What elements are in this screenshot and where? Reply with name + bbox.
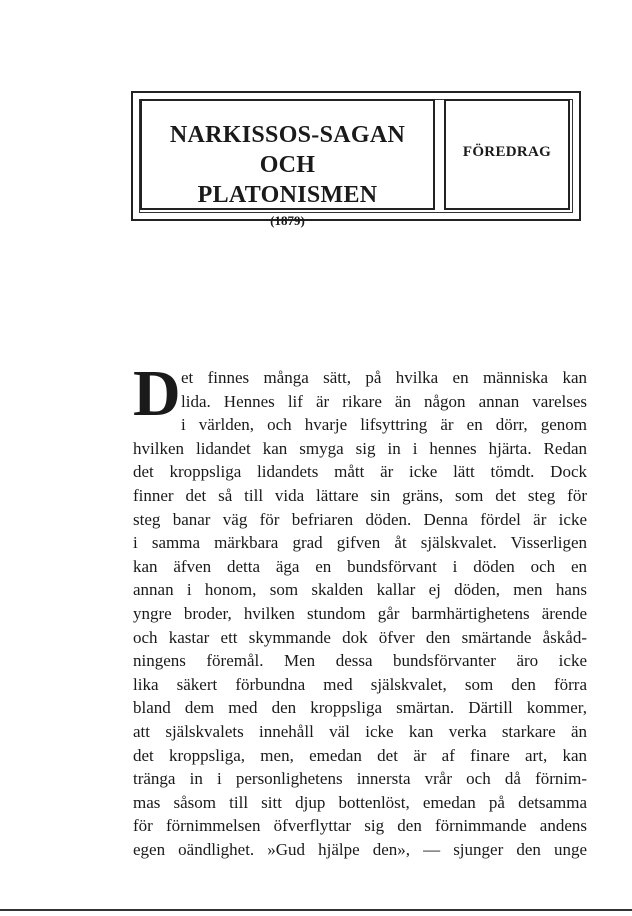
text-line: et finnes många sätt, på hvilka en människa kan	[181, 368, 587, 387]
text-line: i världen, och hvarje lifsyttring är en dörr, genom	[181, 415, 587, 435]
text-line: finner det så till vida lättare sin gräns, som det steg för	[133, 485, 587, 505]
text-line: att själskvalets innehåll väl icke kan verka starkare än	[133, 721, 587, 741]
body-text	[133, 357, 587, 861]
drop-cap: D	[133, 357, 181, 430]
text-line: lika säkert förbundna med själskvalet, som den förra	[133, 674, 587, 694]
text-line: i samma märkbara grad gifven åt själskvalet. Visserligen	[133, 533, 587, 553]
text-line: kan äfven detta äga en bundsförvant i döden och en	[133, 556, 587, 576]
text-line: steg banar väg för befriaren döden. Denna fördel är icke	[133, 509, 587, 529]
page-bottom-rule	[0, 909, 632, 911]
text-line: för förnimmelsen öfverflyttar sig den förnimmande andens	[133, 816, 587, 836]
title-frame	[131, 91, 581, 228]
text-line: egen oändlighet. »Gud hjälpe den», — sjunger den unge	[133, 839, 587, 859]
text-line: ningens föremål. Men dessa bundsförvanter äro icke	[133, 651, 587, 671]
genre-box	[444, 99, 570, 210]
text-line: det kroppsliga lidandets mått är icke lätt tömdt. Dock	[133, 462, 587, 482]
text-line: lida. Hennes lif är rikare än någon annan varelses	[181, 391, 587, 411]
title-line-1: NARKISSOS-SAGAN OCH	[169, 122, 406, 178]
text-line: tränga in i personlighetens innersta vrår och då förnim-	[133, 769, 587, 789]
text-line: hvilken lidandet kan smyga sig in i hennes hjärta. Redan	[133, 438, 587, 458]
text-line: yngre broder, hvilken stundom går barmhärtighetens ärende	[133, 603, 587, 623]
title-line-2: PLATONISMEN	[197, 182, 378, 208]
genre-label: FÖREDRAG	[462, 144, 552, 160]
text-line: mas såsom till sitt djup bottenlöst, emedan på detsamma	[133, 792, 587, 812]
text-line: annan i honom, som skalden kallar ej döden, men hans	[133, 580, 587, 600]
text-line: och kastar ett skymmande dok öfver den smärtande åskåd-	[133, 627, 587, 647]
title-year: (1879)	[270, 213, 305, 228]
text-line: bland dem med den kroppsliga smärtan. Därtill kommer,	[133, 698, 587, 718]
text-line: det kroppsliga, men, emedan det är af finare art, kan	[133, 745, 587, 765]
title-box	[140, 99, 435, 228]
